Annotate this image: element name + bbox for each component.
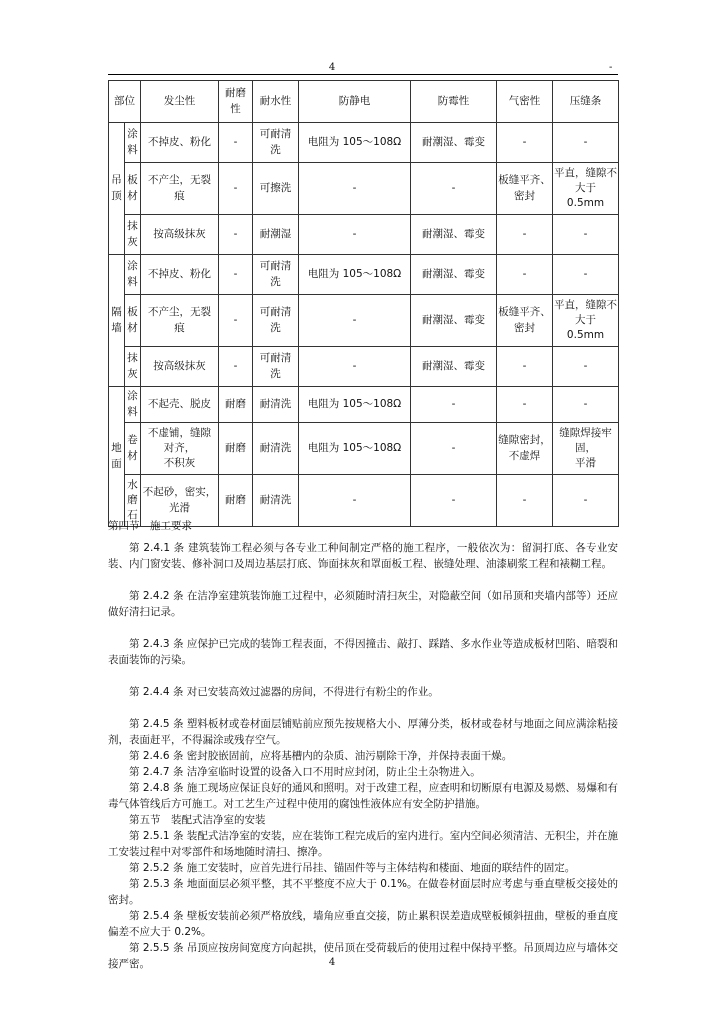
- cell: 可耐清 洗: [253, 347, 299, 387]
- cell: 耐磨: [219, 423, 253, 475]
- cell: 耐潮湿: [253, 215, 299, 255]
- header-page-number: 4: [328, 62, 336, 73]
- cell: -: [553, 255, 619, 295]
- paragraph: 第 2.4.3 条 应保护已完成的装饰工程表面，不得因撞击、敲打、踩踏、多水作业等造成板材凹陷、暗裂和表面装饰的污染。: [108, 638, 618, 666]
- cell: 耐磨: [219, 475, 253, 527]
- paragraph: 第五节 装配式洁净室的安装: [129, 814, 266, 826]
- cell: -: [299, 475, 411, 527]
- cell: 板缝平齐、 密封: [497, 163, 553, 215]
- section-title: 第四节 施工要求: [108, 520, 192, 532]
- cell: 电阻为 105～108Ω: [299, 255, 411, 295]
- header-cell: 发尘性: [141, 81, 219, 123]
- cell: -: [497, 255, 553, 295]
- sub-label: 板 材: [125, 163, 141, 215]
- paragraph: 第 2.4.2 条 在洁净室建筑装饰施工过程中，必须随时清扫灰尘，对隐蔽空间（如吊顶和夹墙内部等）还应做好清扫记录。: [108, 590, 618, 618]
- cell: 可耐清 洗: [253, 255, 299, 295]
- sub-label: 水 磨 石: [125, 475, 141, 527]
- cell: -: [219, 255, 253, 295]
- group-label: 吊 顶: [109, 123, 125, 255]
- body-text: [108, 540, 618, 972]
- cell: -: [299, 215, 411, 255]
- cell: -: [497, 123, 553, 163]
- cell: 不虚铺，缝隙 对齐， 不积灰: [141, 423, 219, 475]
- cell: 耐清洗: [253, 423, 299, 475]
- header-cell: 耐水性: [253, 81, 299, 123]
- paragraph: 第 2.5.1 条 装配式洁净室的安装，应在装饰工程完成后的室内进行。室内空间必须清洁、无积尘，并在施工安装过程中对零部件和场地随时清扫、擦净。: [108, 830, 618, 858]
- paragraph: 第 2.4.5 条 塑料板材或卷材面层铺贴前应预先按规格大小、厚薄分类，板材或卷材与地面之间应满涂粘接剂，表面赶平，不得漏涂或残存空气。: [108, 718, 618, 746]
- spec-table: [108, 80, 619, 527]
- header-cell: 气密性: [497, 81, 553, 123]
- cell: 不产尘，无裂 痕: [141, 295, 219, 347]
- paragraph: 第 2.5.2 条 施工安装时，应首先进行吊挂、锚固件等与主体结构和楼面、地面的联结件的固定。: [129, 862, 576, 874]
- sub-label: 卷 材: [125, 423, 141, 475]
- table-header-row: [109, 81, 619, 123]
- cell: 耐清洗: [253, 475, 299, 527]
- cell: -: [497, 347, 553, 387]
- cell: 不产尘，无裂 痕: [141, 163, 219, 215]
- cell: -: [299, 347, 411, 387]
- cell: -: [219, 123, 253, 163]
- paragraph: 第 2.5.3 条 地面面层必须平整，其不平整度不应大于 0.1%。在做卷材面层时应考虑与垂直壁板交接处的密封。: [108, 878, 618, 906]
- cell: -: [411, 163, 497, 215]
- paragraph: 第 2.4.6 条 密封胶嵌固前，应将基槽内的杂质、油污剔除干净，并保持表面干燥。: [129, 750, 513, 762]
- sub-label: 涂 料: [125, 387, 141, 423]
- cell: 按高级抹灰: [141, 215, 219, 255]
- cell: 不掉皮、粉化: [141, 123, 219, 163]
- sub-label: 抹 灰: [125, 215, 141, 255]
- cell: 耐潮湿、霉变: [411, 215, 497, 255]
- cell: 不起壳、脱皮: [141, 387, 219, 423]
- cell: -: [299, 163, 411, 215]
- sub-label: 板 材: [125, 295, 141, 347]
- cell: 耐潮湿、霉变: [411, 255, 497, 295]
- cell: 可耐清 洗: [253, 123, 299, 163]
- cell: -: [497, 475, 553, 527]
- cell: 不掉皮、粉化: [141, 255, 219, 295]
- cell: 按高级抹灰: [141, 347, 219, 387]
- table-row: [109, 423, 619, 475]
- header-cell: 防霉性: [411, 81, 497, 123]
- cell: -: [553, 387, 619, 423]
- cell: -: [411, 475, 497, 527]
- cell: 耐潮湿、霉变: [411, 123, 497, 163]
- header-cell: 压缝条: [553, 81, 619, 123]
- table-row: [109, 215, 619, 255]
- cell: 可擦洗: [253, 163, 299, 215]
- header-cell: 耐磨 性: [219, 81, 253, 123]
- cell: 耐潮湿、霉变: [411, 295, 497, 347]
- cell: -: [219, 347, 253, 387]
- paragraph: 第 2.4.1 条 建筑装饰工程必须与各专业工种间制定严格的施工程序，一般依次为：留洞打底、各专业安装、内门窗安装、修补洞口及周边基层打底、饰面抹灰和罩面板工程、嵌缝处理、油漆刷浆工程和裱糊工程。: [108, 542, 618, 570]
- paragraph: 第 2.4.8 条 施工现场应保证良好的通风和照明。对于改建工程，应查明和切断原有电源及易燃、易爆和有毒气体管线后方可施工。对工艺生产过程中使用的腐蚀性液体应有安全防护措施。: [108, 782, 618, 810]
- cell: 耐清洗: [253, 387, 299, 423]
- cell: -: [411, 387, 497, 423]
- cell: 电阻为 105～108Ω: [299, 387, 411, 423]
- table-row: [109, 255, 619, 295]
- cell: 电阻为 105～108Ω: [299, 123, 411, 163]
- sub-label: 涂 料: [125, 255, 141, 295]
- header-cell: 部位: [109, 81, 141, 123]
- cell: -: [553, 215, 619, 255]
- paragraph: 第 2.4.7 条 洁净室临时设置的设备入口不用时应封闭，防止尘土杂物进入。: [129, 766, 481, 778]
- cell: 可耐清 洗: [253, 295, 299, 347]
- table-row: [109, 295, 619, 347]
- cell: -: [553, 123, 619, 163]
- table-row: [109, 347, 619, 387]
- sub-label: 涂 料: [125, 123, 141, 163]
- cell: -: [497, 215, 553, 255]
- paragraph: 第 2.4.4 条 对已安装高效过滤器的房间，不得进行有粉尘的作业。: [129, 686, 439, 698]
- cell: -: [497, 387, 553, 423]
- table-row: [109, 163, 619, 215]
- cell: 平直，缝隙不 大于 0.5mm: [553, 295, 619, 347]
- cell: 耐磨: [219, 387, 253, 423]
- cell: -: [219, 163, 253, 215]
- sub-label: 抹 灰: [125, 347, 141, 387]
- table-row: [109, 387, 619, 423]
- group-label: 地 面: [109, 387, 125, 527]
- cell: 缝隙焊接牢 固， 平滑: [553, 423, 619, 475]
- paragraph: 第 2.5.4 条 壁板安装前必须严格放线，墙角应垂直交接，防止累积误差造成壁板倾斜扭曲，壁板的垂直度偏差不应大于 0.2%。: [108, 910, 618, 938]
- cell: 缝隙密封， 不虚焊: [497, 423, 553, 475]
- cell: -: [219, 215, 253, 255]
- cell: -: [411, 423, 497, 475]
- cell: 板缝平齐、 密封: [497, 295, 553, 347]
- group-label: 隔 墙: [109, 255, 125, 387]
- cell: 耐潮湿、霉变: [411, 347, 497, 387]
- cell: 电阻为 105～108Ω: [299, 423, 411, 475]
- cell: -: [299, 295, 411, 347]
- header-cell: 防静电: [299, 81, 411, 123]
- cell: -: [553, 475, 619, 527]
- cell: -: [219, 295, 253, 347]
- header-rule: [108, 74, 618, 75]
- header-dash: -: [609, 62, 613, 73]
- paragraph: 第 2.5.5 条 吊顶应按房间宽度方向起拱，使吊顶在受荷载后的使用过程中保持平整。吊顶周边应与墙体交接严密。: [108, 942, 618, 970]
- footer-page-number: 4: [328, 957, 336, 968]
- cell: 不起砂，密实， 光滑: [141, 475, 219, 527]
- table-row: [109, 123, 619, 163]
- cell: -: [553, 347, 619, 387]
- cell: 平直，缝隙不 大于 0.5mm: [553, 163, 619, 215]
